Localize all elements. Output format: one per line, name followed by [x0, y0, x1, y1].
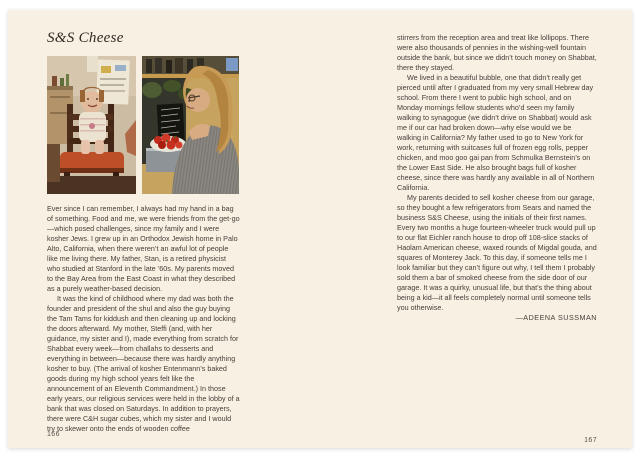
paragraph: stirrers from the reception area and treat like lollipops. There were also thousands of pennies in the wishing-well fountain outside the bank, but since we didn’t touch money on Shabbat, there they stayed.	[397, 33, 597, 72]
left-page-text-column	[47, 204, 241, 434]
paragraph: Ever since I can remember, I always had my hand in a bag of something. Food and me, we were friends from the get-go—which posed challenges, since my family and I were kosher Jews. I grew up in an Orthodox Jewish home in Palo Alto, California, when there weren’t an awful lot of people like me living there. My father, Stan, is a retired physicist who studied at Stanford in the late ’60s. My parents moved to the Bay Area from the East Coast in what they described as a purely weather-based decision.	[47, 204, 240, 293]
story-attribution: —ADEENA SUSSMAN	[515, 313, 597, 322]
paragraph: We lived in a beautiful bubble, one that didn’t really get pierced until after I graduated from my very small Hebrew day school. From there I went to public high school, and on Monday mornings fellow students who’d seen my family walking to synagogue (we didn’t drive on Shabbat) would ask me if our car had broken down—why else would we be walking in California? My father used to go to New York for work, returning with suitcases full of frozen egg rolls, pepper chicken, and moo goo gai pan from Schmulka Bernstein’s on the Lower East Side. He also brought bags full of kosher cheese, since there was hardly any available in all of Northern California.	[397, 73, 595, 192]
portrait-photo-woman-with-plate	[142, 56, 239, 194]
childhood-photo-child-on-chair	[47, 56, 136, 194]
book-spread	[8, 10, 632, 448]
right-page-number: 167	[584, 437, 597, 444]
childhood-photo-illustration	[47, 56, 136, 194]
left-page-number: 166	[47, 431, 60, 438]
paragraph: My parents decided to sell kosher cheese from our garage, so they bought a few refrigerators from Sears and named the business S&S Cheese, using the initials of their first names. Every two months a huge fourteen-wheeler truck would pull up to our flat Eichler ranch house to drop off 108-slice stacks of Haolam American cheese, waxed rounds of Migdal gouda, and squares of Monterey Jack. To this day, if someone tells me I look familiar but they can’t figure out why, I tell them I probably sold them a bar of smoked cheese from the side door of our garage. It was a quirky, unusual life, but that’s the thing about being a kid—it all feels completely normal until someone tells you otherwise.	[397, 193, 597, 312]
portrait-photo-illustration	[142, 56, 239, 194]
right-page-text-column	[397, 33, 597, 323]
paragraph: It was the kind of childhood where my dad was both the founder and president of the shul and also the guy buying the Tam Tams for kiddush and then cleaning up and locking the doors afterward. My mother, Steffi (and, with her guidance, my sister and I), made everything from scratch for Shabbat every week—from challahs to desserts and everything in between—because there was hardly anything kosher to buy. (The arrival of kosher Entenmann’s baked goods during my high school years felt like the announcement of an Eleventh Commandment.) In those early years, our religious services were held in the lobby of a bank that was closed on Saturdays. In addition to prayers, there were C&H sugar cubes, which my sister and I would try to skewer onto the ends of wooden coffee	[47, 294, 240, 433]
chapter-title: S&S Cheese	[47, 30, 124, 46]
